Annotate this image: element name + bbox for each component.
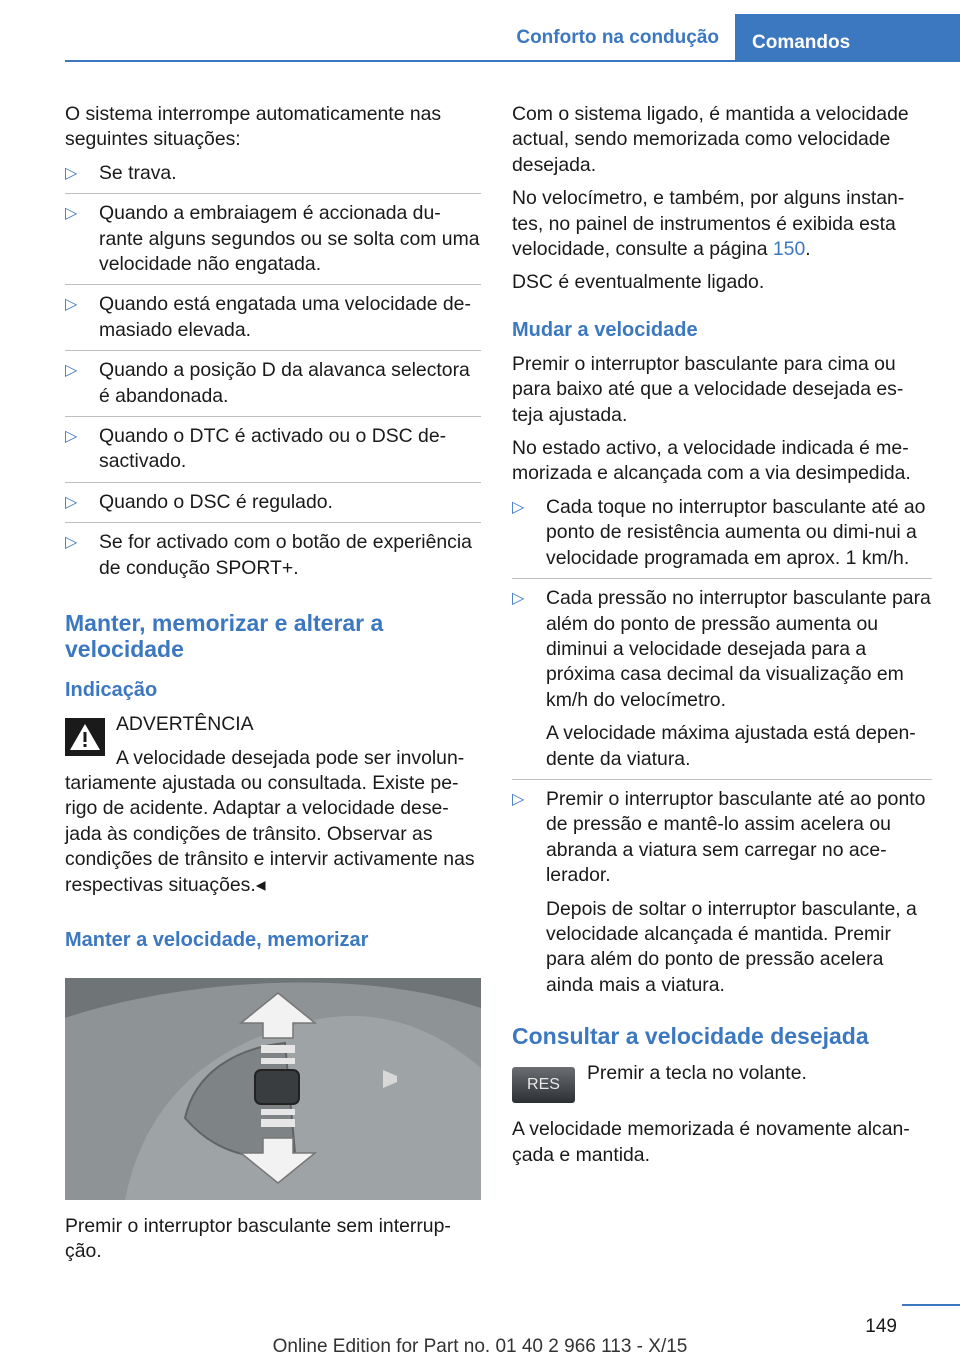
page-number: 149 <box>865 1316 897 1337</box>
page-link[interactable]: 150 <box>772 238 806 261</box>
steering-wheel-figure <box>65 978 481 1200</box>
paragraph: Premir o interruptor basculante para cima ou para baixo até que a velocidade desejada es‐teja ajustada. <box>512 352 904 426</box>
res-key-row <box>512 1061 932 1105</box>
section-heading: Manter, memorizar e alterar a velocidade <box>65 610 384 663</box>
triangle-bullet-icon: ▷ <box>65 362 78 380</box>
res-instruction: Premir a tecla no volante. <box>587 1062 807 1085</box>
list-item: ▷ Cada pressão no interruptor basculante para além do ponto de pressão aumenta ou diminui a velocidade desejada para a próxima casa decimal da visualização em km/h do velocímetro. A velocidade máxima ajustada está depen‐dente da viatura. <box>512 578 932 779</box>
warning-block <box>65 712 481 898</box>
triangle-bullet-icon: ▷ <box>65 296 78 314</box>
subheading-manter: Manter a velocidade, memorizar <box>65 928 369 951</box>
subheading-mudar: Mudar a velocidade <box>512 318 698 341</box>
list-item: ▷ Premir o interruptor basculante até ao ponto de pressão e mantê-lo assim acelera ou abranda a viatura sem carregar no ace‐lerador. Depois de soltar o interruptor basculante, a velocidade alcançada é mantida. Premir para além do ponto de pressão acelera ainda mais a viatura. <box>512 779 932 1005</box>
paragraph: Com o sistema ligado, é mantida a velocidade actual, sendo memorizada como velocidade desejada. <box>512 103 909 176</box>
intro-paragraph: O sistema interrompe automaticamente nas seguintes situações: <box>65 103 442 151</box>
list-item: ▷ Quando o DSC é regulado. <box>65 482 481 522</box>
res-button-icon: RES <box>512 1067 575 1103</box>
interrupt-list <box>65 161 481 588</box>
right-column <box>512 102 932 1176</box>
edition-footer: Online Edition for Part no. 01 40 2 966 113 - X/15 <box>272 1336 688 1357</box>
section-tab: Conforto na condução <box>516 27 719 48</box>
list-item: ▷ Quando a posição D da alavanca selectora é abandonada. <box>65 350 481 416</box>
list-item: ▷ Cada toque no interruptor basculante até ao ponto de resistência aumenta ou dimi‐nui a velocidade programada em aprox. 1 km/h. <box>512 495 926 569</box>
triangle-bullet-icon: ▷ <box>65 493 78 511</box>
list-item: ▷ Se for activado com o botão de experiência de condução SPORT+. <box>65 522 481 588</box>
figure-caption: Premir o interruptor basculante sem interrup‐ção. <box>65 1214 451 1263</box>
warning-text: tariamente ajustada ou consultada. Existe pe‐rigo de acidente. Adaptar a velocidade dese‐jada às condições de trânsito. Observar as condições de trânsito e intervir activamente nas respectivas situações.◂ <box>65 771 475 896</box>
page-header <box>0 0 960 62</box>
paragraph: DSC é eventualmente ligado. <box>512 271 765 294</box>
warning-title: ADVERTÊNCIA <box>116 713 254 736</box>
header-rule <box>65 60 960 62</box>
paragraph: A velocidade memorizada é novamente alcan‐çada e mantida. <box>512 1118 910 1166</box>
list-item: ▷ Quando o DTC é activado ou o DSC de‐sactivado. <box>65 416 481 482</box>
triangle-bullet-icon: ▷ <box>65 428 78 446</box>
section-heading-consultar: Consultar a velocidade desejada <box>512 1023 869 1050</box>
steering-wheel-switch-illustration <box>65 978 481 1200</box>
triangle-bullet-icon: ▷ <box>512 590 525 608</box>
list-item-note: Depois de soltar o interruptor basculante, a velocidade alcançada é mantida. Premir para além do ponto de pressão acelera ainda mais a viatura. <box>546 897 917 996</box>
list-item: ▷ Quando a embraiagem é accionada du‐rante alguns segundos ou se solta com uma velocidade não engatada. <box>65 193 481 284</box>
triangle-bullet-icon: ▷ <box>512 790 525 808</box>
chapter-tab: Comandos <box>735 14 960 60</box>
list-item: ▷ Quando está engatada uma velocidade de‐masiado elevada. <box>65 284 481 350</box>
page-number-rule <box>902 1304 960 1306</box>
subheading-indicacao: Indicação <box>65 679 158 702</box>
warning-first-line: A velocidade desejada pode ser involun‐ <box>116 746 465 769</box>
speed-change-list <box>512 495 932 1005</box>
triangle-bullet-icon: ▷ <box>65 534 78 552</box>
list-item-note: A velocidade máxima ajustada está depen‐dente da viatura. <box>546 722 916 770</box>
paragraph: No estado activo, a velocidade indicada é me‐morizada e alcançada com a via desimpedida. <box>512 437 911 485</box>
triangle-bullet-icon: ▷ <box>65 205 78 223</box>
left-column <box>65 102 481 1273</box>
triangle-bullet-icon: ▷ <box>512 498 525 516</box>
list-item: ▷ Se trava. <box>65 161 481 193</box>
triangle-bullet-icon: ▷ <box>65 164 78 182</box>
paragraph: No velocímetro, e também, por alguns instan‐tes, no painel de instrumentos é exibida esta velocidade, consulte a página 150. <box>512 187 905 261</box>
warning-icon <box>65 718 105 756</box>
